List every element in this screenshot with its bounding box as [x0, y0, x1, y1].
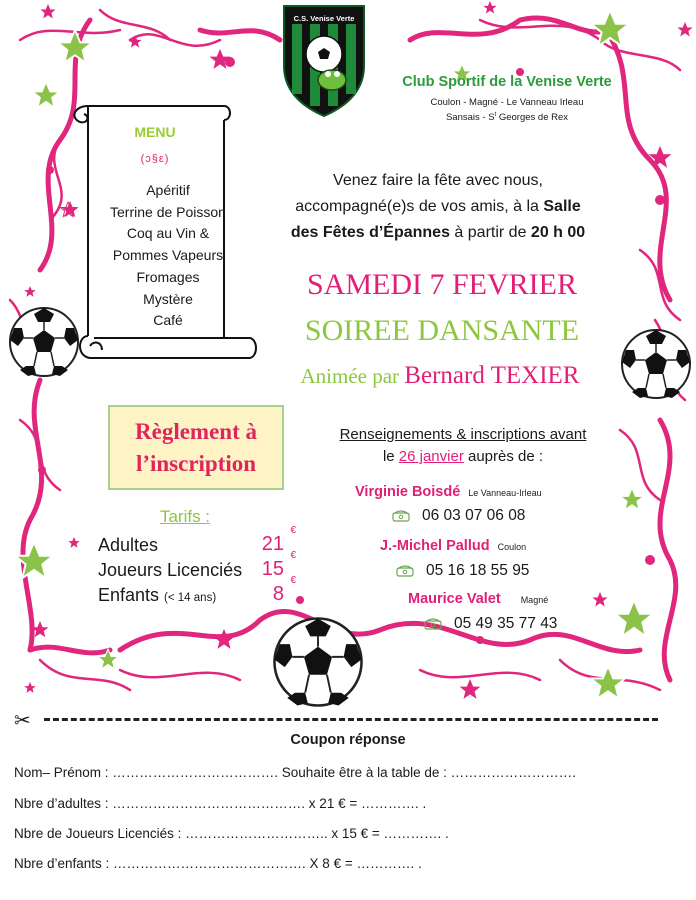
info-deadline: 26 janvier: [398, 448, 464, 465]
intro-time: 20 h 00: [530, 224, 586, 241]
contact-name: [355, 484, 542, 500]
intro-line2-start: accompagné(e)s de vos amis, à la: [295, 198, 544, 215]
tarif-currency: €: [290, 550, 296, 561]
tarif-currency: €: [290, 525, 296, 536]
coupon-row-adults[interactable]: Nbre d’adultes : ……………………………………. x 21 € = …………. .: [14, 796, 427, 811]
menu-item: Coq au Vin &: [126, 225, 210, 242]
reglement-box: [108, 405, 284, 490]
intro-line3-mid: à partir de: [449, 224, 531, 241]
contact-phone: [396, 562, 529, 580]
contact-phone-number: 05 16 18 55 95: [426, 562, 530, 579]
tarif-currency: €: [290, 575, 296, 586]
tarif-label: Enfants: [98, 585, 165, 605]
info-suffix: auprès de :: [463, 448, 544, 465]
telephone-icon: [396, 565, 414, 577]
tarif-row: [98, 550, 308, 584]
tarif-label: Joueurs Licenciés: [98, 560, 243, 580]
menu-item: Terrine de Poisson: [110, 203, 226, 220]
tarif-price: 15: [261, 558, 284, 580]
info-prefix: le: [382, 448, 399, 465]
contact-town: Le Vanneau-Irleau: [468, 488, 542, 498]
club-name: Club Sportif de la Venise Verte: [402, 74, 612, 90]
contact-town: Coulon: [497, 542, 527, 552]
coupon-row-children[interactable]: Nbre d’enfants : ……………………………………. X 8 € = …………. .: [14, 856, 422, 871]
contact-town: Magné: [520, 595, 549, 605]
club-towns-line2: [372, 112, 642, 123]
telephone-icon: [392, 510, 410, 522]
reglement-line2: l’inscription: [135, 451, 257, 476]
tarif-note: (< 14 ans): [164, 592, 217, 604]
intro-venue: des Fêtes d’Épannes: [290, 224, 450, 241]
tarifs-title: Tarifs :: [159, 507, 211, 526]
scissors-icon: ✂: [14, 710, 31, 732]
info-line1: Renseignements & inscriptions avant: [339, 426, 587, 443]
tarif-row: [98, 575, 308, 609]
menu-item: Pommes Vapeurs: [112, 247, 224, 264]
event-title: SOIREE DANSANTE: [304, 314, 580, 347]
info-line2: [316, 446, 610, 468]
towns-suffix: Georges de Rex: [496, 112, 569, 124]
intro-line2-bold: Salle: [543, 198, 581, 215]
coupon-row-name[interactable]: Nom– Prénom : ………………………………. Souhaite être à la table de : ……………………….: [14, 765, 576, 780]
menu-ornament: (ↄ§ε): [140, 153, 170, 165]
telephone-icon: [424, 618, 442, 630]
club-crest: [282, 4, 366, 116]
contact-phone: [424, 615, 557, 633]
cut-line: [44, 718, 658, 721]
contact-name: [408, 591, 548, 607]
contact-name: [380, 538, 526, 554]
contact-phone-number: 06 03 07 06 08: [422, 507, 526, 524]
contact-phone-number: 05 49 35 77 43: [454, 615, 558, 632]
intro-line2: [256, 194, 620, 220]
animator-name: Bernard TEXIER: [404, 362, 580, 389]
menu-item: Café: [153, 312, 183, 329]
tarif-price: 8: [272, 583, 284, 605]
reglement-line1: Règlement à: [135, 419, 257, 444]
tarif-label: Adultes: [98, 535, 159, 555]
tarif-price: 21: [261, 533, 284, 555]
contact-name-text: Virginie Boisdé: [355, 484, 461, 500]
intro-line3: [256, 220, 620, 246]
event-animator: [240, 362, 640, 390]
menu-item: Mystère: [143, 290, 193, 307]
tarif-row: [98, 525, 308, 559]
coupon-title: Coupon réponse: [290, 732, 406, 748]
towns-prefix: Sansais - S: [445, 112, 495, 124]
menu-item: Fromages: [136, 268, 200, 285]
animator-prefix: Animée par: [300, 364, 405, 388]
intro-line1: Venez faire la fête avec nous,: [333, 172, 543, 189]
info-heading: [316, 424, 610, 468]
menu-list: [86, 180, 250, 332]
event-date: SAMEDI 7 FEVRIER: [306, 268, 577, 301]
crest-label: C.S. Venise Verte: [293, 14, 355, 23]
coupon-row-players[interactable]: Nbre de Joueurs Licenciés : ………………………….. x 15 € = …………. .: [14, 826, 449, 841]
towns-sup: t: [494, 112, 497, 118]
menu-title: MENU: [134, 124, 176, 140]
contact-name-text: J.-Michel Pallud: [380, 538, 490, 554]
contact-phone: [392, 507, 525, 525]
intro-text: [256, 168, 620, 246]
tarif-label-wrap: [98, 585, 216, 606]
club-towns-line1: Coulon - Magné - Le Vanneau Irleau: [430, 97, 584, 108]
menu-item: Apéritif: [146, 182, 190, 198]
contact-name-text: Maurice Valet: [408, 591, 501, 607]
